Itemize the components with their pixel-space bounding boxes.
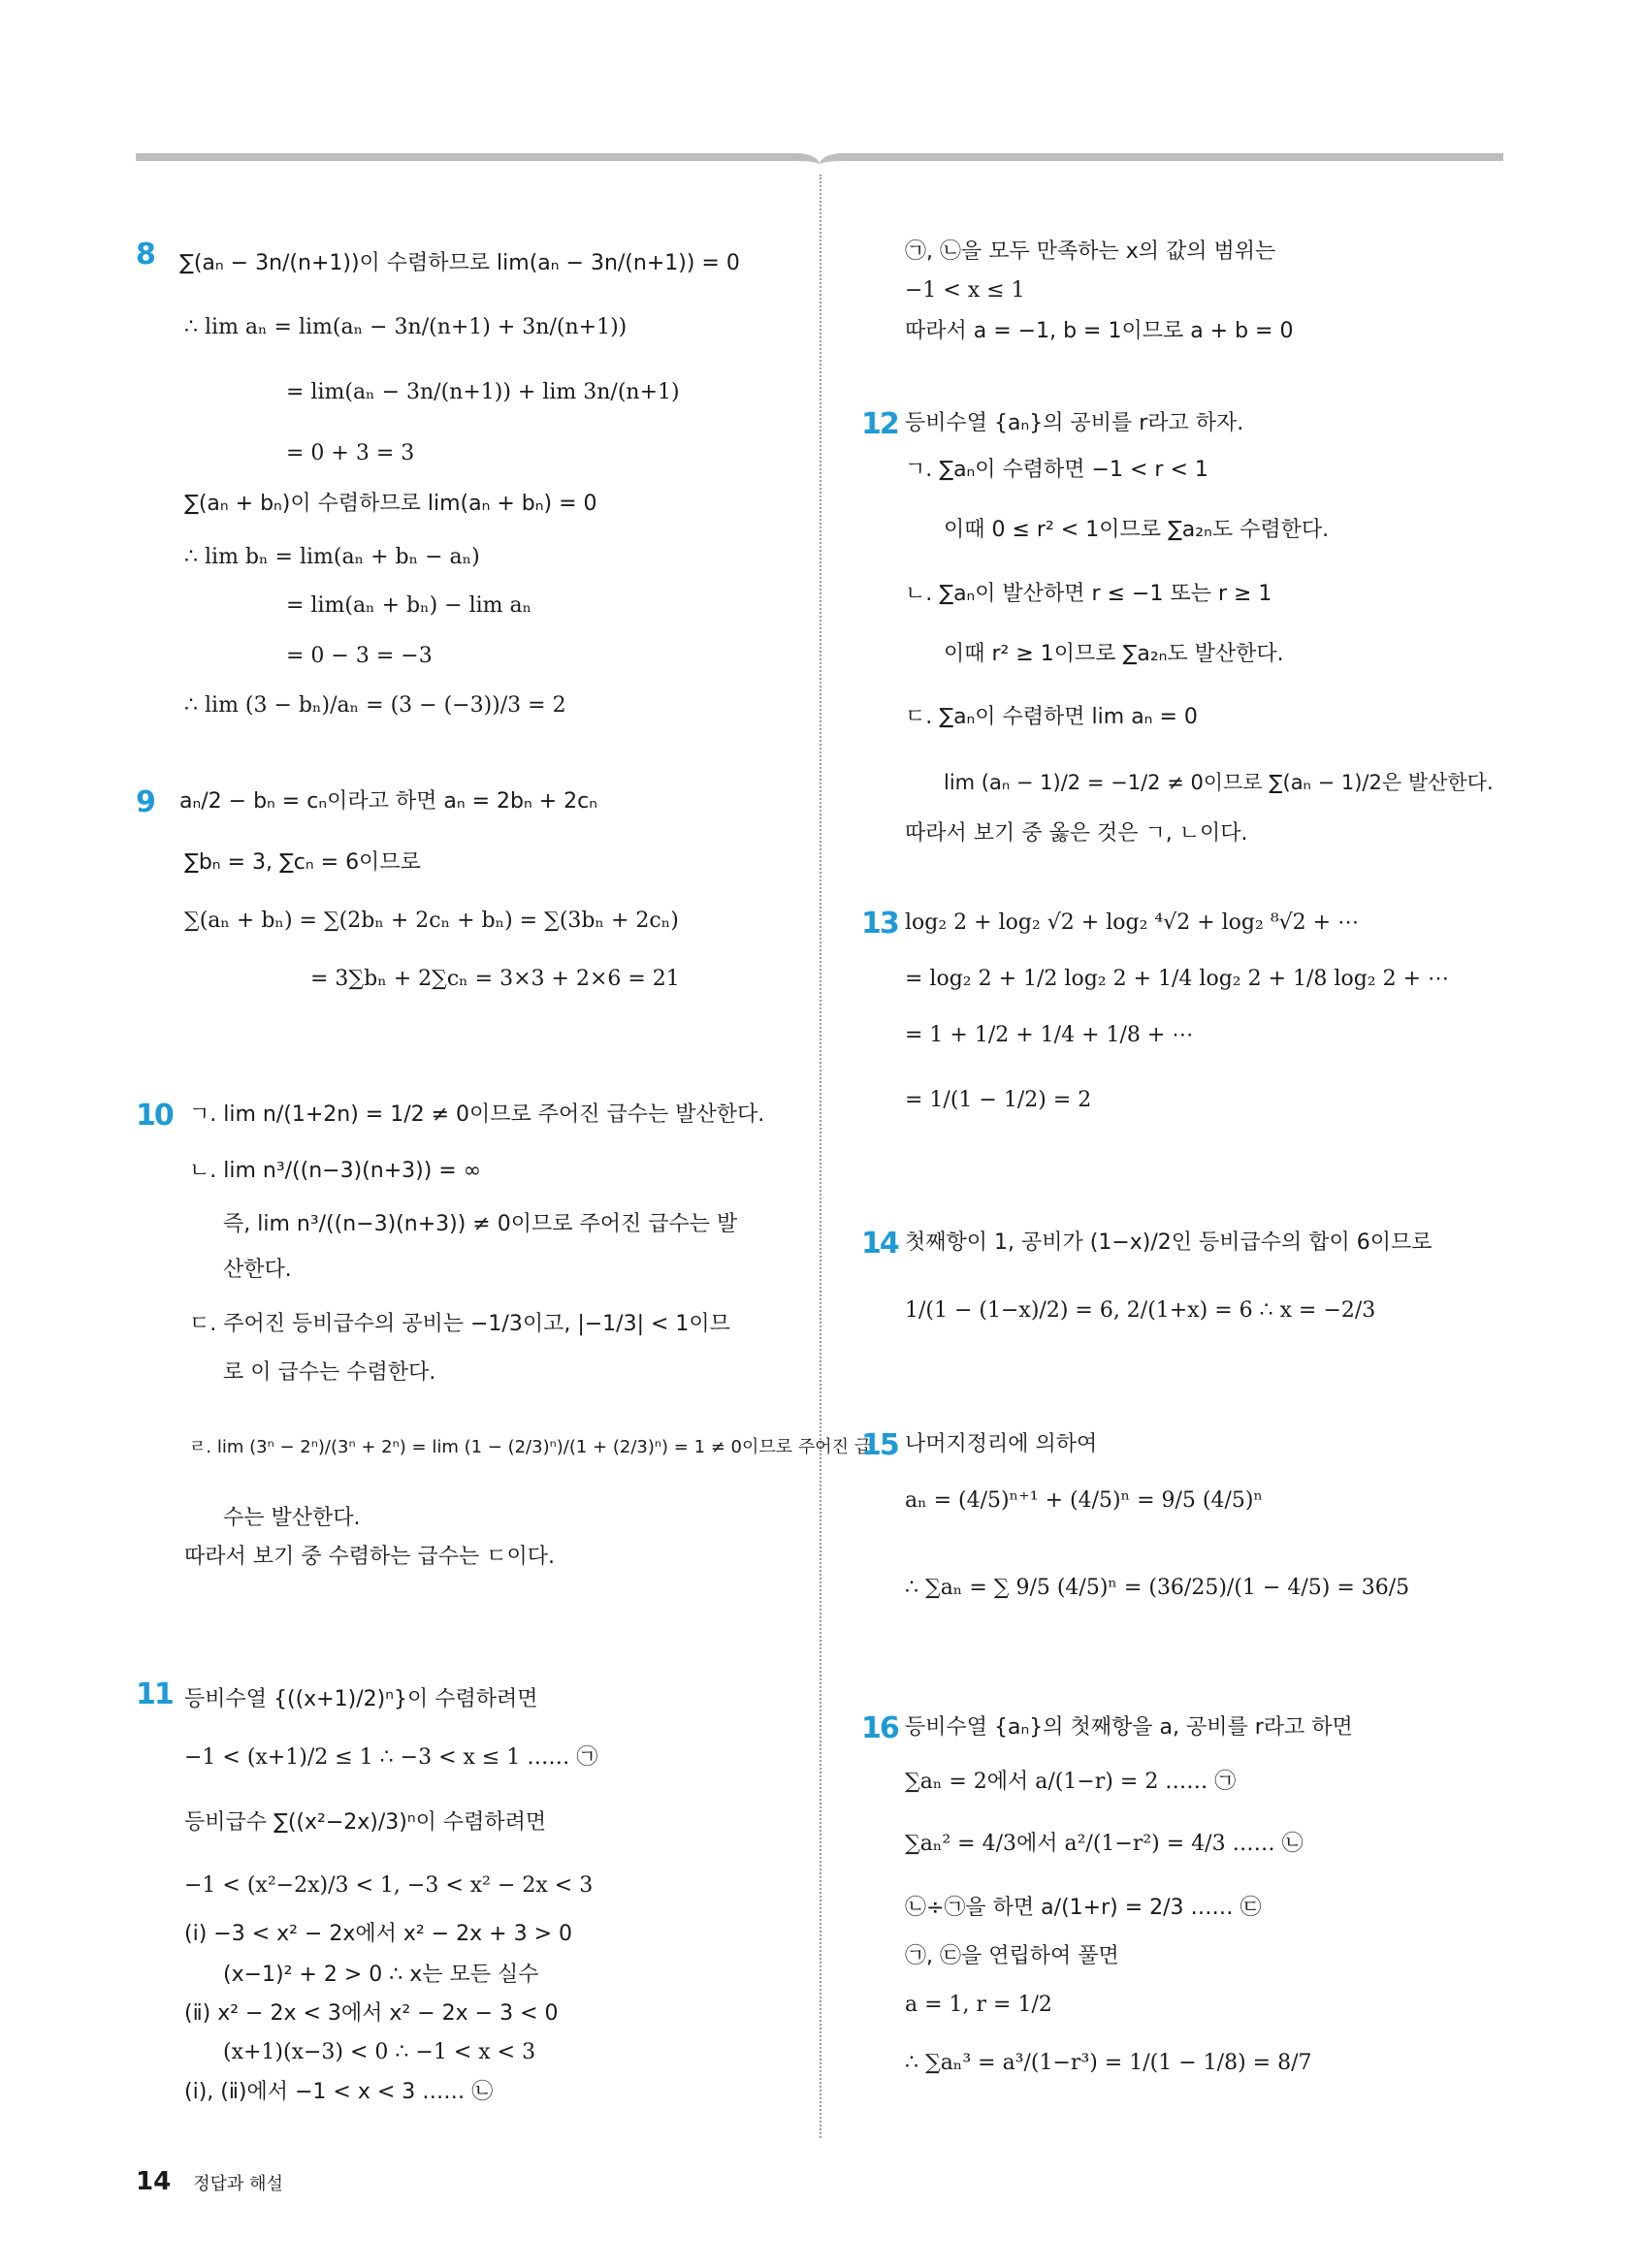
problem-number: 10 <box>136 1099 173 1133</box>
solution-line: 등비수열 {aₙ}의 공비를 r라고 하자. <box>905 411 1244 435</box>
solution-line: ∑(aₙ − 3n/(n+1))이 수렴하므로 lim(aₙ − 3n/(n+1)) = 0 <box>179 251 740 275</box>
solution-line: ㄱ. ∑aₙ이 수렴하면 −1 < r < 1 <box>905 458 1208 482</box>
solution-line: ∑(aₙ + bₙ) = ∑(2bₙ + 2cₙ + bₙ) = ∑(3bₙ + 2cₙ) <box>184 909 679 933</box>
problem-number: 14 <box>861 1227 898 1261</box>
problem-number: 13 <box>861 907 898 941</box>
solution-line: ∴ ∑aₙ³ = a³/(1−r³) = 1/(1 − 1/8) = 8/7 <box>905 2051 1312 2075</box>
solution-line: (ⅰ) −3 < x² − 2x에서 x² − 2x + 3 > 0 <box>184 1922 573 1946</box>
solution-line: 이때 0 ≤ r² < 1이므로 ∑a₂ₙ도 수렴한다. <box>944 518 1330 542</box>
solution-line: = 3∑bₙ + 2∑cₙ = 3×3 + 2×6 = 21 <box>310 967 680 991</box>
solution-line: 나머지정리에 의하여 <box>905 1432 1098 1456</box>
column-divider <box>820 175 821 2138</box>
solution-line: ㄴ. ∑aₙ이 발산하면 r ≤ −1 또는 r ≥ 1 <box>905 582 1272 606</box>
solution-line: ∑aₙ = 2에서 a/(1−r) = 2 …… ㉠ <box>905 1770 1237 1794</box>
solution-line: (x−1)² + 2 > 0 ∴ x는 모든 실수 <box>223 1963 539 1987</box>
solution-line: = log₂ 2 + 1/2 log₂ 2 + 1/4 log₂ 2 + 1/8 log₂ 2 + ⋯ <box>905 967 1449 991</box>
solution-line: ∑bₙ = 3, ∑cₙ = 6이므로 <box>184 850 421 875</box>
solution-line: 로 이 급수는 수렴한다. <box>223 1360 436 1385</box>
page-footer <box>136 2167 283 2196</box>
solution-line: ∴ ∑aₙ = ∑ 9/5 (4/5)ⁿ = (36/25)/(1 − 4/5) = 36/5 <box>905 1576 1410 1600</box>
solution-line: ∑(aₙ + bₙ)이 수렴하므로 lim(aₙ + bₙ) = 0 <box>184 492 597 516</box>
solution-line: ㉠, ㉢을 연립하여 풀면 <box>905 1944 1119 1968</box>
solution-line: = 0 + 3 = 3 <box>286 441 415 465</box>
solution-line: a = 1, r = 1/2 <box>905 1993 1052 2017</box>
solution-line: ㄷ. ∑aₙ이 수렴하면 lim aₙ = 0 <box>905 705 1198 729</box>
solution-line: ㄹ. lim (3ⁿ − 2ⁿ)/(3ⁿ + 2ⁿ) = lim (1 − (2/3)ⁿ)/(1 + (2/3)ⁿ) = 1 ≠ 0이므로 주어진 급 <box>189 1437 872 1457</box>
solution-line: 수는 발산한다. <box>223 1506 361 1530</box>
solution-line: ∴ lim (3 − bₙ)/aₙ = (3 − (−3))/3 = 2 <box>184 693 566 718</box>
solution-line: ㉠, ㉡을 모두 만족하는 x의 값의 범위는 <box>905 240 1276 264</box>
problem-number: 8 <box>136 238 154 272</box>
solution-line: = 1 + 1/2 + 1/4 + 1/8 + ⋯ <box>905 1023 1194 1047</box>
solution-line: ㄷ. 주어진 등비급수의 공비는 −1/3이고, |−1/3| < 1이므 <box>189 1312 730 1336</box>
solution-line: ∴ lim bₙ = lim(aₙ + bₙ − aₙ) <box>184 545 480 569</box>
solution-line: aₙ/2 − bₙ = cₙ이라고 하면 aₙ = 2bₙ + 2cₙ <box>179 789 598 814</box>
solution-line: (ⅰ), (ⅱ)에서 −1 < x < 3 …… ㉡ <box>184 2080 494 2104</box>
solution-line: log₂ 2 + log₂ √2 + log₂ ⁴√2 + log₂ ⁸√2 + ⋯ <box>905 910 1360 935</box>
solution-line: −1 < (x+1)/2 ≤ 1 ∴ −3 < x ≤ 1 …… ㉠ <box>184 1745 598 1770</box>
solution-line: lim (aₙ − 1)/2 = −1/2 ≠ 0이므로 ∑(aₙ − 1)/2은 발산한다. <box>944 771 1494 794</box>
solution-line: (x+1)(x−3) < 0 ∴ −1 < x < 3 <box>223 2040 536 2064</box>
solution-line: = 0 − 3 = −3 <box>286 644 433 668</box>
solution-line: 이때 r² ≥ 1이므로 ∑a₂ₙ도 발산한다. <box>944 642 1284 666</box>
solution-line: = lim(aₙ + bₙ) − lim aₙ <box>286 593 532 618</box>
solution-line: ㉡÷㉠을 하면 a/(1+r) = 2/3 …… ㉢ <box>905 1896 1262 1920</box>
page-label: 정답과 해설 <box>193 2174 283 2194</box>
solution-line: 1/(1 − (1−x)/2) = 6, 2/(1+x) = 6 ∴ x = −2/3 <box>905 1298 1376 1323</box>
solution-line: ∴ lim aₙ = lim(aₙ − 3n/(n+1) + 3n/(n+1)) <box>184 315 628 339</box>
solution-line: 첫째항이 1, 공비가 (1−x)/2인 등비급수의 합이 6이므로 <box>905 1230 1433 1255</box>
solution-line: = 1/(1 − 1/2) = 2 <box>905 1088 1092 1112</box>
problem-number: 15 <box>861 1428 898 1462</box>
solution-line: 산한다. <box>223 1258 292 1282</box>
solution-line: ㄴ. lim n³/((n−3)(n+3)) = ∞ <box>189 1159 482 1183</box>
solution-line: 등비수열 {aₙ}의 첫째항을 a, 공비를 r라고 하면 <box>905 1715 1353 1740</box>
solution-line: 즉, lim n³/((n−3)(n+3)) ≠ 0이므로 주어진 급수는 발 <box>223 1212 738 1236</box>
problem-number: 12 <box>861 407 898 441</box>
solution-line: ㄱ. lim n/(1+2n) = 1/2 ≠ 0이므로 주어진 급수는 발산한다. <box>189 1102 765 1127</box>
solution-line: −1 < (x²−2x)/3 < 1, −3 < x² − 2x < 3 <box>184 1873 594 1898</box>
page-number: 14 <box>136 2167 172 2196</box>
solution-line: 등비급수 ∑((x²−2x)/3)ⁿ이 수렴하려면 <box>184 1810 547 1835</box>
problem-number: 9 <box>136 785 154 819</box>
solution-line: 따라서 보기 중 옳은 것은 ㄱ, ㄴ이다. <box>905 821 1248 846</box>
solution-line: −1 < x ≤ 1 <box>905 278 1025 303</box>
solution-line: aₙ = (4/5)ⁿ⁺¹ + (4/5)ⁿ = 9/5 (4/5)ⁿ <box>905 1488 1263 1513</box>
problem-number: 11 <box>136 1677 173 1711</box>
solution-line: = lim(aₙ − 3n/(n+1)) + lim 3n/(n+1) <box>286 380 680 404</box>
top-divider-bar <box>136 150 1503 164</box>
solution-line: (ⅱ) x² − 2x < 3에서 x² − 2x − 3 < 0 <box>184 2001 559 2026</box>
solution-line: 등비수열 {((x+1)/2)ⁿ}이 수렴하려면 <box>184 1687 538 1711</box>
problem-number: 16 <box>861 1711 898 1745</box>
solution-line: 따라서 보기 중 수렴하는 급수는 ㄷ이다. <box>184 1545 555 1569</box>
solution-line: ∑aₙ² = 4/3에서 a²/(1−r²) = 4/3 …… ㉡ <box>905 1832 1304 1856</box>
solution-line: 따라서 a = −1, b = 1이므로 a + b = 0 <box>905 319 1294 343</box>
